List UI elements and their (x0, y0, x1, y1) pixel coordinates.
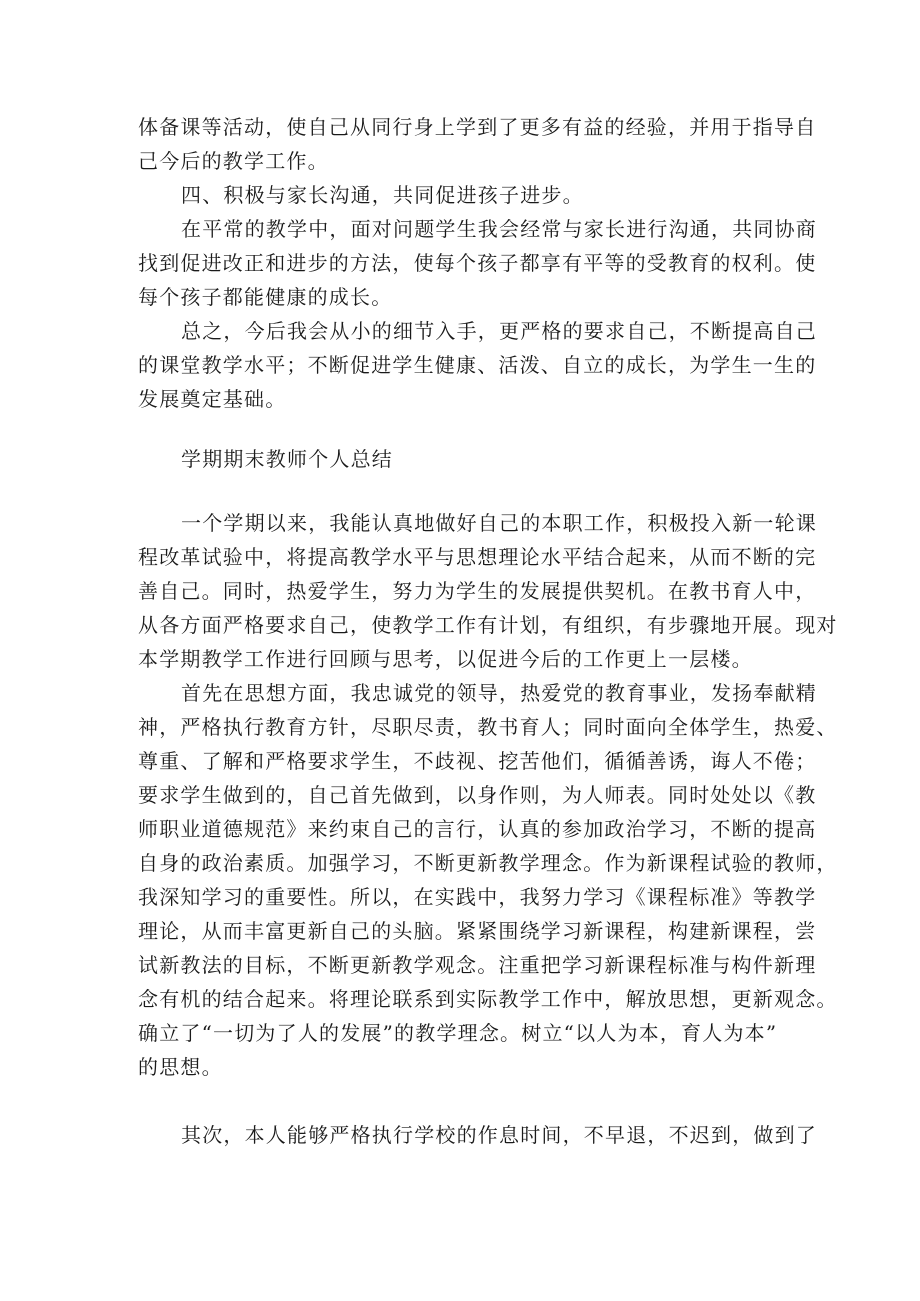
text-line-18: 尊重、了解和严格要求学生，不歧视、挖苦他们，循循善诱，诲人不倦； (138, 749, 817, 773)
text-line-11: 一个学期以来，我能认真地做好自己的本职工作，积极投入新一轮课 (181, 511, 817, 535)
text-line-24: 试新教法的目标，不断更新教学观念。注重把学习新课程标准与构件新理 (138, 953, 817, 977)
text-line-16: 首先在思想方面，我忠诚党的领导，热爱党的教育事业，发扬奉献精 (181, 681, 817, 705)
text-line-23: 理论，从而丰富更新自己的头脑。紧紧围绕学习新课程，构建新课程，尝 (138, 919, 817, 943)
text-line-2: 己今后的教学工作。 (138, 149, 329, 173)
text-line-22: 我深知学习的重要性。所以，在实践中，我努力学习《课程标准》等教学 (138, 885, 817, 909)
section-heading-four: 四、积极与家长沟通，共同促进孩子进步。 (181, 183, 584, 207)
text-line-15: 本学期教学工作进行回顾与思考，以促进今后的工作更上一层楼。 (138, 647, 753, 671)
document-title: 学期期末教师个人总结 (181, 447, 393, 471)
text-line-14: 从各方面严格要求自己，使教学工作有计划，有组织，有步骤地开展。现对 (138, 613, 838, 637)
text-line-4: 在平常的教学中，面对问题学生我会经常与家长进行沟通，共同协商 (181, 217, 817, 241)
text-line-17: 神，严格执行教育方针，尽职尽责，教书育人；同时面向全体学生，热爱、 (138, 715, 838, 739)
text-line-6: 每个孩子都能健康的成长。 (138, 285, 393, 309)
text-line-1: 体备课等活动，使自己从同行身上学到了更多有益的经验，并用于指导自 (138, 115, 817, 139)
text-line-26: 确立了“一切为了人的发展”的教学理念。树立“以人为本，育人为本” (138, 1021, 778, 1045)
text-line-12: 程改革试验中，将提高教学水平与思想理论水平结合起来，从而不断的完 (138, 545, 817, 569)
text-line-27: 的思想。 (138, 1055, 223, 1079)
text-line-19: 要求学生做到的，自己首先做到，以身作则，为人师表。同时处处以《教 (138, 783, 817, 807)
text-line-13: 善自己。同时，热爱学生，努力为学生的发展提供契机。在教书育人中， (138, 579, 817, 603)
text-line-25: 念有机的结合起来。将理论联系到实际教学工作中，解放思想，更新观念。 (138, 987, 838, 1011)
text-line-28: 其次，本人能够严格执行学校的作息时间，不早退，不迟到，做到了 (181, 1123, 817, 1147)
text-line-9: 发展奠定基础。 (138, 387, 287, 411)
text-line-21: 自身的政治素质。加强学习，不断更新教学理念。作为新课程试验的教师， (138, 851, 838, 875)
text-line-7: 总之，今后我会从小的细节入手，更严格的要求自己，不断提高自己 (181, 319, 817, 343)
text-line-20: 师职业道德规范》来约束自己的言行，认真的参加政治学习，不断的提高 (138, 817, 817, 841)
text-line-5: 找到促进改正和进步的方法，使每个孩子都享有平等的受教育的权利。使 (138, 251, 817, 275)
document-page (138, 110, 838, 1152)
text-line-8: 的课堂教学水平；不断促进学生健康、活泼、自立的成长，为学生一生的 (138, 353, 817, 377)
